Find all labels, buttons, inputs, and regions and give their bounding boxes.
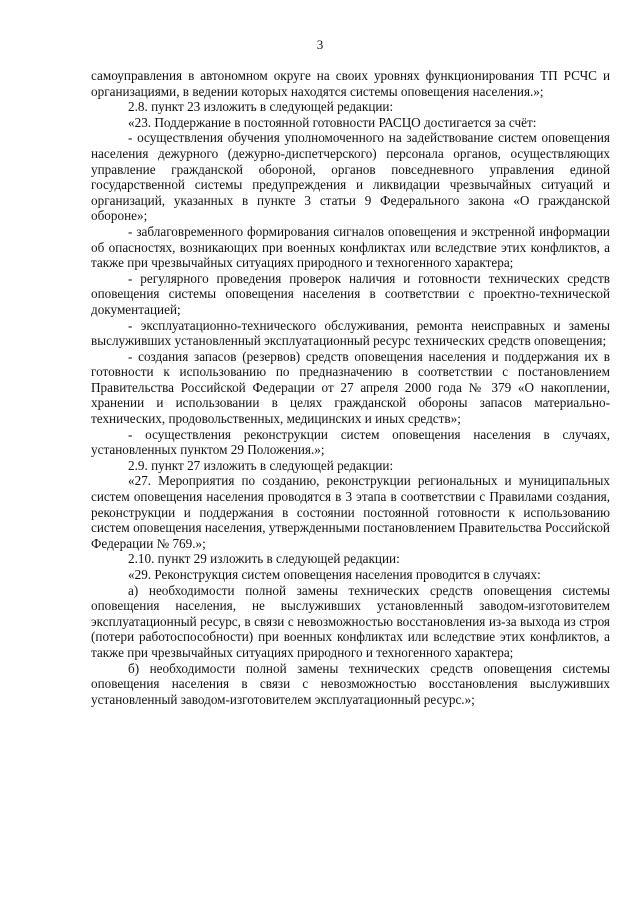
list-item-signals: - заблаговременного формирования сигналов оповещения и экстренной информации об опасностях, возникающих при военных конфликтах или вследствие этих конфликтов, а также при чрезвычайных ситуациях природного и техногенного характера; [91, 223, 610, 271]
list-item-inspections: - регулярного проведения проверок наличия и готовности технических средств оповещения системы оповещения населения в соответствии с проектно-технической документацией; [91, 270, 610, 317]
document-body [91, 68, 610, 707]
list-item-case-a: а) необходимости полной замены технических средств оповещения системы оповещения населения, не выслуживших установленный заводом-изготовителем эксплуатационный ресурс, в связи с невозможностью восстановления из-за выхода из строя (потери работоспособности) при военных конфликтах или вследствие этих конфликтов, а также при чрезвычайных ситуациях природного и техногенного характера; [91, 582, 610, 660]
paragraph-clause-23: «23. Поддержание в постоянной готовности РАСЦО достигается за счёт: [128, 114, 537, 130]
paragraph-clause-27: «27. Мероприятия по созданию, реконструкции региональных и муниципальных систем оповещения населения проводятся в 3 этапа в соответствии с Правилами создания, реконструкции и поддержания в состоянии постоянной готовности к использованию систем оповещения населения, утвержденными постановлением Правительства Российской Федерации № 769.»; [91, 473, 610, 551]
list-item-case-b: б) необходимости полной замены технических средств оповещения системы оповещения населения в связи с невозможностью восстановления выслуживших установленный заводом-изготовителем эксплуатационный ресурс.»; [91, 660, 610, 707]
paragraph-amendment-2-8: 2.8. пункт 23 изложить в следующей редакции: [128, 99, 394, 115]
paragraph-continuation: самоуправления в автономном округе на своих уровнях функционирования ТП РСЧС и организациями, в ведении которых находятся системы оповещения населения.»; [91, 68, 610, 99]
list-item-training: - осуществления обучения уполномоченного на задействование систем оповещения населения дежурного (дежурно-диспетчерского) персонала органов, осуществляющих управление гражданской обороной, органов повседневного управления единой государственной системы предупреждения и ликвидации чрезвычайных ситуаций и организаций, указанных в пункте 3 статьи 9 Федерального закона «О гражданской обороне»; [91, 130, 610, 224]
paragraph-clause-29: «29. Реконструкция систем оповещения населения проводится в случаях: [128, 567, 541, 582]
paragraph-amendment-2-10: 2.10. пункт 29 изложить в следующей редакции: [128, 551, 400, 567]
list-item-reserves: - создания запасов (резервов) средств оповещения населения и поддержания их в готовности к использованию по предназначению в соответствии с постановлением Правительства Российской Федерации от 27 апреля 2000 года № 379 «О накоплении, хранении и использовании в целях гражданской обороны запасов материально-технических, продовольственных, медицинских и иных средств»; [91, 348, 610, 427]
paragraph-amendment-2-9: 2.9. пункт 27 изложить в следующей редакции: [128, 457, 394, 473]
list-item-maintenance: - эксплуатационно-технического обслуживания, ремонта неисправных и замены выслуживших установленный эксплуатационный ресурс технических средств оповещения; [91, 317, 610, 349]
list-item-reconstruction: - осуществления реконструкции систем оповещения населения в случаях, установленных пунктом 29 Положения.»; [91, 426, 610, 458]
page-number: 3 [316, 37, 324, 52]
